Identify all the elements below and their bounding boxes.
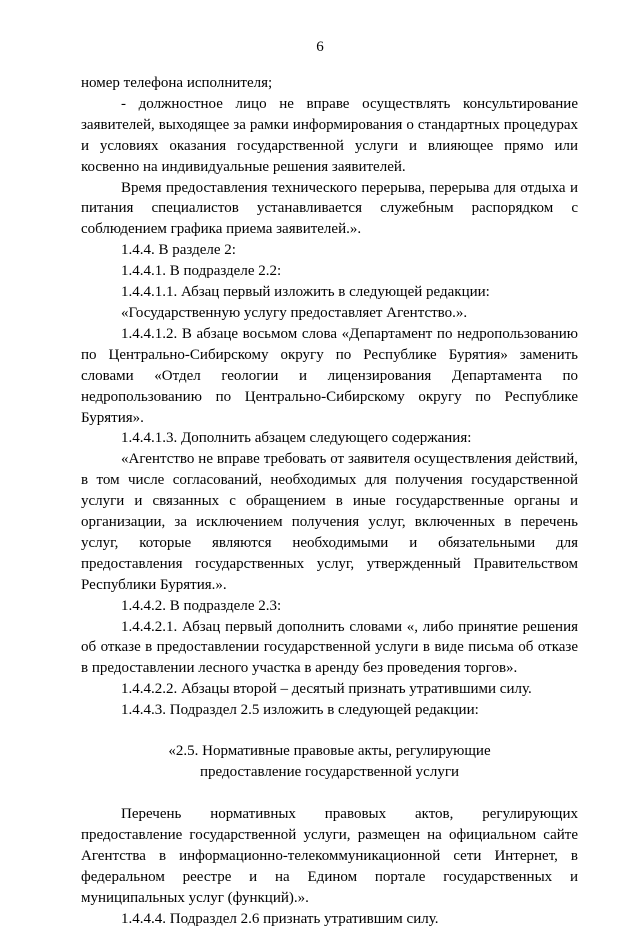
paragraph: - должностное лицо не вправе осуществлять консультирование заявителей, выходящее за рамки информирования о стандартных процедурах и условиях оказания государственной услуги и влияющее прямо или косвенно на индивидуальные решения заявителей. — [81, 95, 578, 175]
document-body — [81, 73, 578, 930]
paragraph: 1.4.4.1. В подразделе 2.2: — [121, 263, 282, 280]
section-title — [81, 741, 578, 783]
paragraph: Перечень нормативных правовых актов, регулирующих предоставление государственной услуги, размещен на официальном сайте Агентства в информационно-телекоммуникационной сети Интернет, в федеральном реестре и на Едином портале государственных и муниципальных услуг (функций).». — [81, 806, 578, 906]
paragraph: 1.4.4.2. В подразделе 2.3: — [121, 597, 282, 614]
paragraph: «Агентство не вправе требовать от заявителя осуществления действий, в том числе согласований, необходимых для получения государственной услуги и связанных с обращением в иные государственные органы и организации, за исключением получения услуг, включенных в перечень услуг, которые являются необходимыми и обязательными для предоставления государственных услуг, утвержденный Правительством Республики Бурятия.». — [81, 451, 578, 593]
paragraph: 1.4.4.2.2. Абзацы второй – десятый признать утратившими силу. — [121, 681, 532, 698]
paragraph: 1.4.4.4. Подраздел 2.6 признать утратившим силу. — [121, 910, 439, 927]
paragraph: 1.4.4.1.1. Абзац первый изложить в следующей редакции: — [121, 284, 490, 301]
paragraph: номер телефона исполнителя; — [81, 75, 273, 91]
paragraph: 1.4.4. В разделе 2: — [121, 242, 236, 259]
paragraph: «Государственную услугу предоставляет Агентство.». — [121, 304, 468, 321]
section-title-line: «2.5. Нормативные правовые акты, регулирующие — [168, 743, 491, 760]
paragraph: Время предоставления технического перерыва, перерыва для отдыха и питания специалистов устанавливается служебным распорядком с соблюдением графика приема заявителей.». — [81, 179, 578, 238]
paragraph: 1.4.4.1.3. Дополнить абзацем следующего содержания: — [121, 430, 472, 447]
page-number: 6 — [316, 39, 324, 55]
section-title-line: предоставление государственной услуги — [199, 764, 459, 781]
paragraph: 1.4.4.1.2. В абзаце восьмом слова «Департамент по недропользованию по Центрально-Сибирскому округу по Республике Бурятия» заменить словами «Отдел геологии и лицензирования Департамента по недропользованию по Центрально-Сибирскому округу по Республике Бурятия». — [81, 325, 578, 426]
paragraph: 1.4.4.3. Подраздел 2.5 изложить в следующей редакции: — [121, 702, 479, 719]
paragraph: 1.4.4.2.1. Абзац первый дополнить словами «, либо принятие решения об отказе в предоставлении государственной услуги в виде письма об отказе в предоставлении лесного участка в аренду без проведения торгов». — [81, 618, 578, 677]
